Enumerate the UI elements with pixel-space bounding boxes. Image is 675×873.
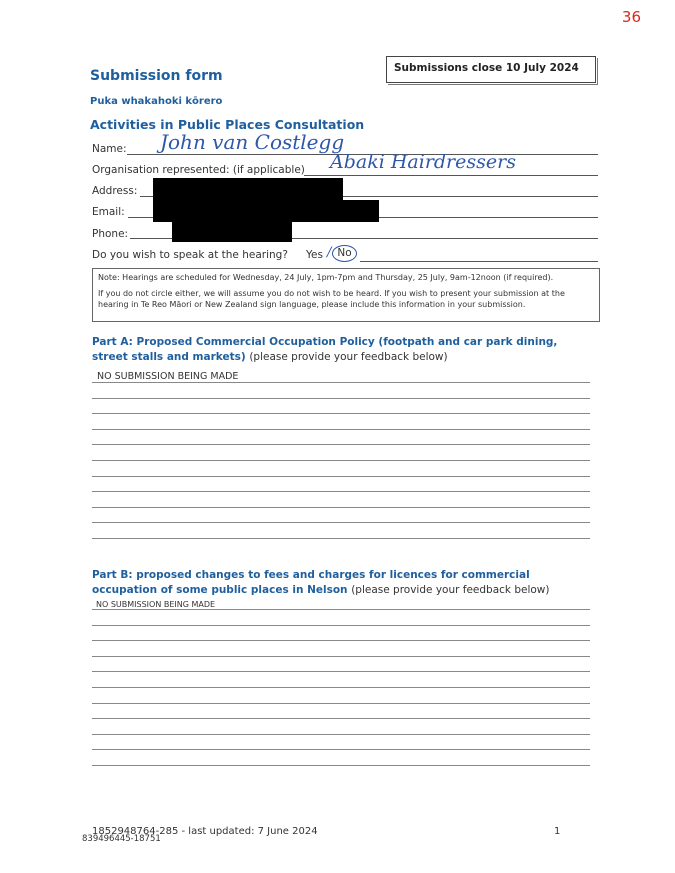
email-label: Email: xyxy=(92,206,125,218)
part-b-response: NO SUBMISSION BEING MADE xyxy=(96,600,216,609)
writing-line xyxy=(92,460,590,461)
part-a-response: NO SUBMISSION BEING MADE xyxy=(97,371,239,382)
writing-line xyxy=(92,734,590,735)
organisation-handwritten: Abaki Hairdressers xyxy=(330,151,516,173)
writing-line xyxy=(92,718,590,719)
hearing-yes-option: Yes xyxy=(306,249,323,261)
writing-line xyxy=(92,507,590,508)
writing-line xyxy=(92,609,590,610)
part-a-instruction: (please provide your feedback below) xyxy=(249,351,448,363)
name-label: Name: xyxy=(92,143,127,155)
hearing-no-label: No xyxy=(337,247,352,259)
hearing-line xyxy=(360,261,598,262)
writing-line xyxy=(92,522,590,523)
writing-line xyxy=(92,640,590,641)
hearing-note-box xyxy=(92,268,600,322)
writing-line xyxy=(92,625,590,626)
hearing-slash: / xyxy=(327,245,332,260)
writing-line xyxy=(92,444,590,445)
part-b-heading xyxy=(92,568,592,598)
part-b-instruction: (please provide your feedback below) xyxy=(351,584,550,596)
name-handwritten: John van Costlegg xyxy=(160,130,345,154)
writing-line xyxy=(92,398,590,399)
hearing-no-option-circled xyxy=(332,245,357,262)
part-b-title: Part B: proposed changes to fees and charges for licences for commercial occupation of some public places in Nelson xyxy=(92,569,530,596)
hearing-question: Do you wish to speak at the hearing? xyxy=(92,249,288,261)
part-a-title: Part A: Proposed Commercial Occupation Policy (footpath and car park dining, street stalls and markets) xyxy=(92,336,558,363)
writing-line xyxy=(92,765,590,766)
close-notice-box xyxy=(386,56,596,83)
writing-line xyxy=(92,671,590,672)
close-notice-text: Submissions close 10 July 2024 xyxy=(394,62,579,74)
writing-line xyxy=(92,656,590,657)
redaction-block xyxy=(172,222,292,242)
page-number: 36 xyxy=(621,8,641,26)
writing-line xyxy=(92,429,590,430)
form-title: Submission form xyxy=(90,68,223,84)
note-line-1: Note: Hearings are scheduled for Wednesday, 24 July, 1pm-7pm and Thursday, 25 July, 9am-12noon (if required). xyxy=(98,273,554,282)
organisation-line xyxy=(304,175,598,176)
organisation-label: Organisation represented: (if applicable) xyxy=(92,164,305,176)
form-subtitle: Puka whakahoki kōrero xyxy=(90,96,223,107)
writing-line xyxy=(92,749,590,750)
writing-line xyxy=(92,687,590,688)
writing-line xyxy=(92,476,590,477)
consultation-title: Activities in Public Places Consultation xyxy=(90,117,365,132)
redaction-block xyxy=(153,178,343,200)
footer-page-number: 1 xyxy=(554,826,561,837)
part-a-heading xyxy=(92,335,592,365)
footer-doc-id: 1852948764-285 - last updated: 7 June 2024 xyxy=(92,826,318,837)
phone-label: Phone: xyxy=(92,228,129,240)
writing-line xyxy=(92,491,590,492)
writing-line xyxy=(92,413,590,414)
writing-line xyxy=(92,703,590,704)
note-line-2: If you do not circle either, we will assume you do not wish to be heard. If you wish to present your submission at the hearing in Te Reo Māori or New Zealand sign language, please include this information in your submission. xyxy=(98,289,565,309)
writing-line xyxy=(92,382,590,383)
redaction-block xyxy=(153,200,379,222)
writing-line xyxy=(92,538,590,539)
address-label: Address: xyxy=(92,185,138,197)
footer-overprint: 839496445-18751 xyxy=(82,834,161,844)
